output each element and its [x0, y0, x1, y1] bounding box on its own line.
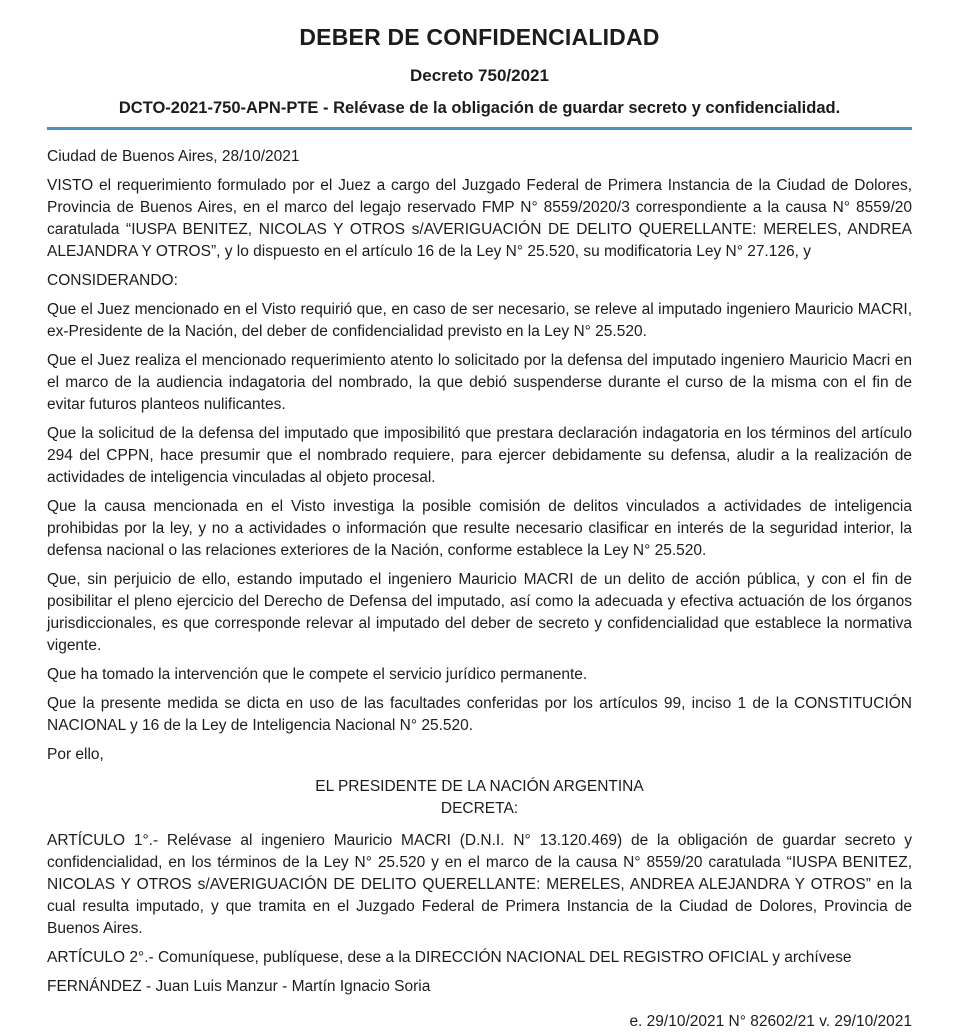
visto-paragraph: VISTO el requerimiento formulado por el Juez a cargo del Juzgado Federal de Primera Instancia de la Ciudad de Dolores, Provincia de Buenos Aires, en el marco del legajo reservado FMP N° 8559/2020/3 correspondiente a la causa N° 8559/20 caratulada “IUSPA BENITEZ, NICOLAS Y OTROS s/AVERIGUACIÓN DE DELITO QUERELLANTE: MERELES, ANDREA ALEJANDRA Y OTROS”, y lo dispuesto en el artículo 16 de la Ley N° 25.520, su modificatoria Ley N° 27.126, y [47, 177, 912, 260]
por-ello-line: Por ello, [47, 746, 104, 763]
decree-number: Decreto 750/2021 [410, 66, 549, 85]
article-paragraph: ARTÍCULO 2°.- Comuníquese, publíquese, dese a la DIRECCIÓN NACIONAL DEL REGISTRO OFICIAL y archívese [47, 949, 852, 966]
considerando-heading: CONSIDERANDO: [47, 272, 178, 289]
considerando-paragraph: Que la presente medida se dicta en uso de las facultades conferidas por los artículos 99, inciso 1 de la CONSTITUCIÓN NACIONAL y 16 de la Ley de Inteligencia Nacional N° 25.520. [47, 695, 912, 734]
enacting-formula-line: DECRETA: [440, 800, 519, 817]
decree-body [47, 146, 912, 1033]
publication-note: e. 29/10/2021 N° 82602/21 v. 29/10/2021 [629, 1013, 912, 1030]
considerando-paragraph: Que ha tomado la intervención que le compete el servicio jurídico permanente. [47, 666, 588, 683]
considerando-paragraph: Que la solicitud de la defensa del imputado que imposibilitó que prestara declaración indagatoria en los términos del artículo 294 del CPPN, hace presumir que el nombrado requiere, para ejercer debidamente su defensa, aludir a la realización de actividades de inteligencia vinculadas al objeto procesal. [47, 425, 912, 486]
enacting-formula-line: EL PRESIDENTE DE LA NACIÓN ARGENTINA [315, 778, 644, 795]
document-title: DEBER DE CONFIDENCIALIDAD [299, 24, 660, 50]
decree-summary-line: DCTO-2021-750-APN-PTE - Relévase de la obligación de guardar secreto y confidencialidad. [118, 99, 841, 117]
accent-divider-rule [47, 127, 912, 130]
signature-line: FERNÁNDEZ - Juan Luis Manzur - Martín Ignacio Soria [47, 978, 431, 995]
considerando-paragraph: Que el Juez mencionado en el Visto requirió que, en caso de ser necesario, se releve al imputado ingeniero Mauricio MACRI, ex-Presidente de la Nación, del deber de confidencialidad previsto en la Ley N° 25.520. [47, 301, 912, 340]
considerando-paragraph: Que la causa mencionada en el Visto investiga la posible comisión de delitos vinculados a actividades de inteligencia prohibidas por la ley, y no a actividades o información que resulte necesario clasificar en interés de la seguridad interior, la defensa nacional o las relaciones exteriores de la Nación, conforme establece la Ley N° 25.520. [47, 498, 912, 559]
enacting-formula [47, 776, 912, 820]
considerando-paragraph: Que el Juez realiza el mencionado requerimiento atento lo solicitado por la defensa del imputado ingeniero Mauricio Macri en el marco de la audiencia indagatoria del nombrado, la que debió suspenderse durante el curso de la misma con el fin de evitar futuros planteos nulificantes. [47, 352, 912, 413]
article-paragraph: ARTÍCULO 1°.- Relévase al ingeniero Mauricio MACRI (D.N.I. N° 13.120.469) de la obligación de guardar secreto y confidencialidad, en los términos de la Ley N° 25.520 y en el marco de la causa N° 8559/20 caratulada “IUSPA BENITEZ, NICOLAS Y OTROS s/AVERIGUACIÓN DE DELITO QUERELLANTE: MERELES, ANDREA ALEJANDRA Y OTROS” en la cual resulta imputado, y que tramita en el Juzgado Federal de Primera Instancia de la Ciudad de Dolores, Provincia de Buenos Aires. [47, 832, 912, 937]
considerando-paragraph: Que, sin perjuicio de ello, estando imputado el ingeniero Mauricio MACRI de un delito de acción pública, y con el fin de posibilitar el pleno ejercicio del Derecho de Defensa del imputado, así como la adecuada y efectiva actuación de los órganos jurisdiccionales, es que corresponde relevar al imputado del deber de secreto y confidencialidad que establece la normativa vigente. [47, 571, 912, 654]
dateline: Ciudad de Buenos Aires, 28/10/2021 [47, 148, 300, 165]
